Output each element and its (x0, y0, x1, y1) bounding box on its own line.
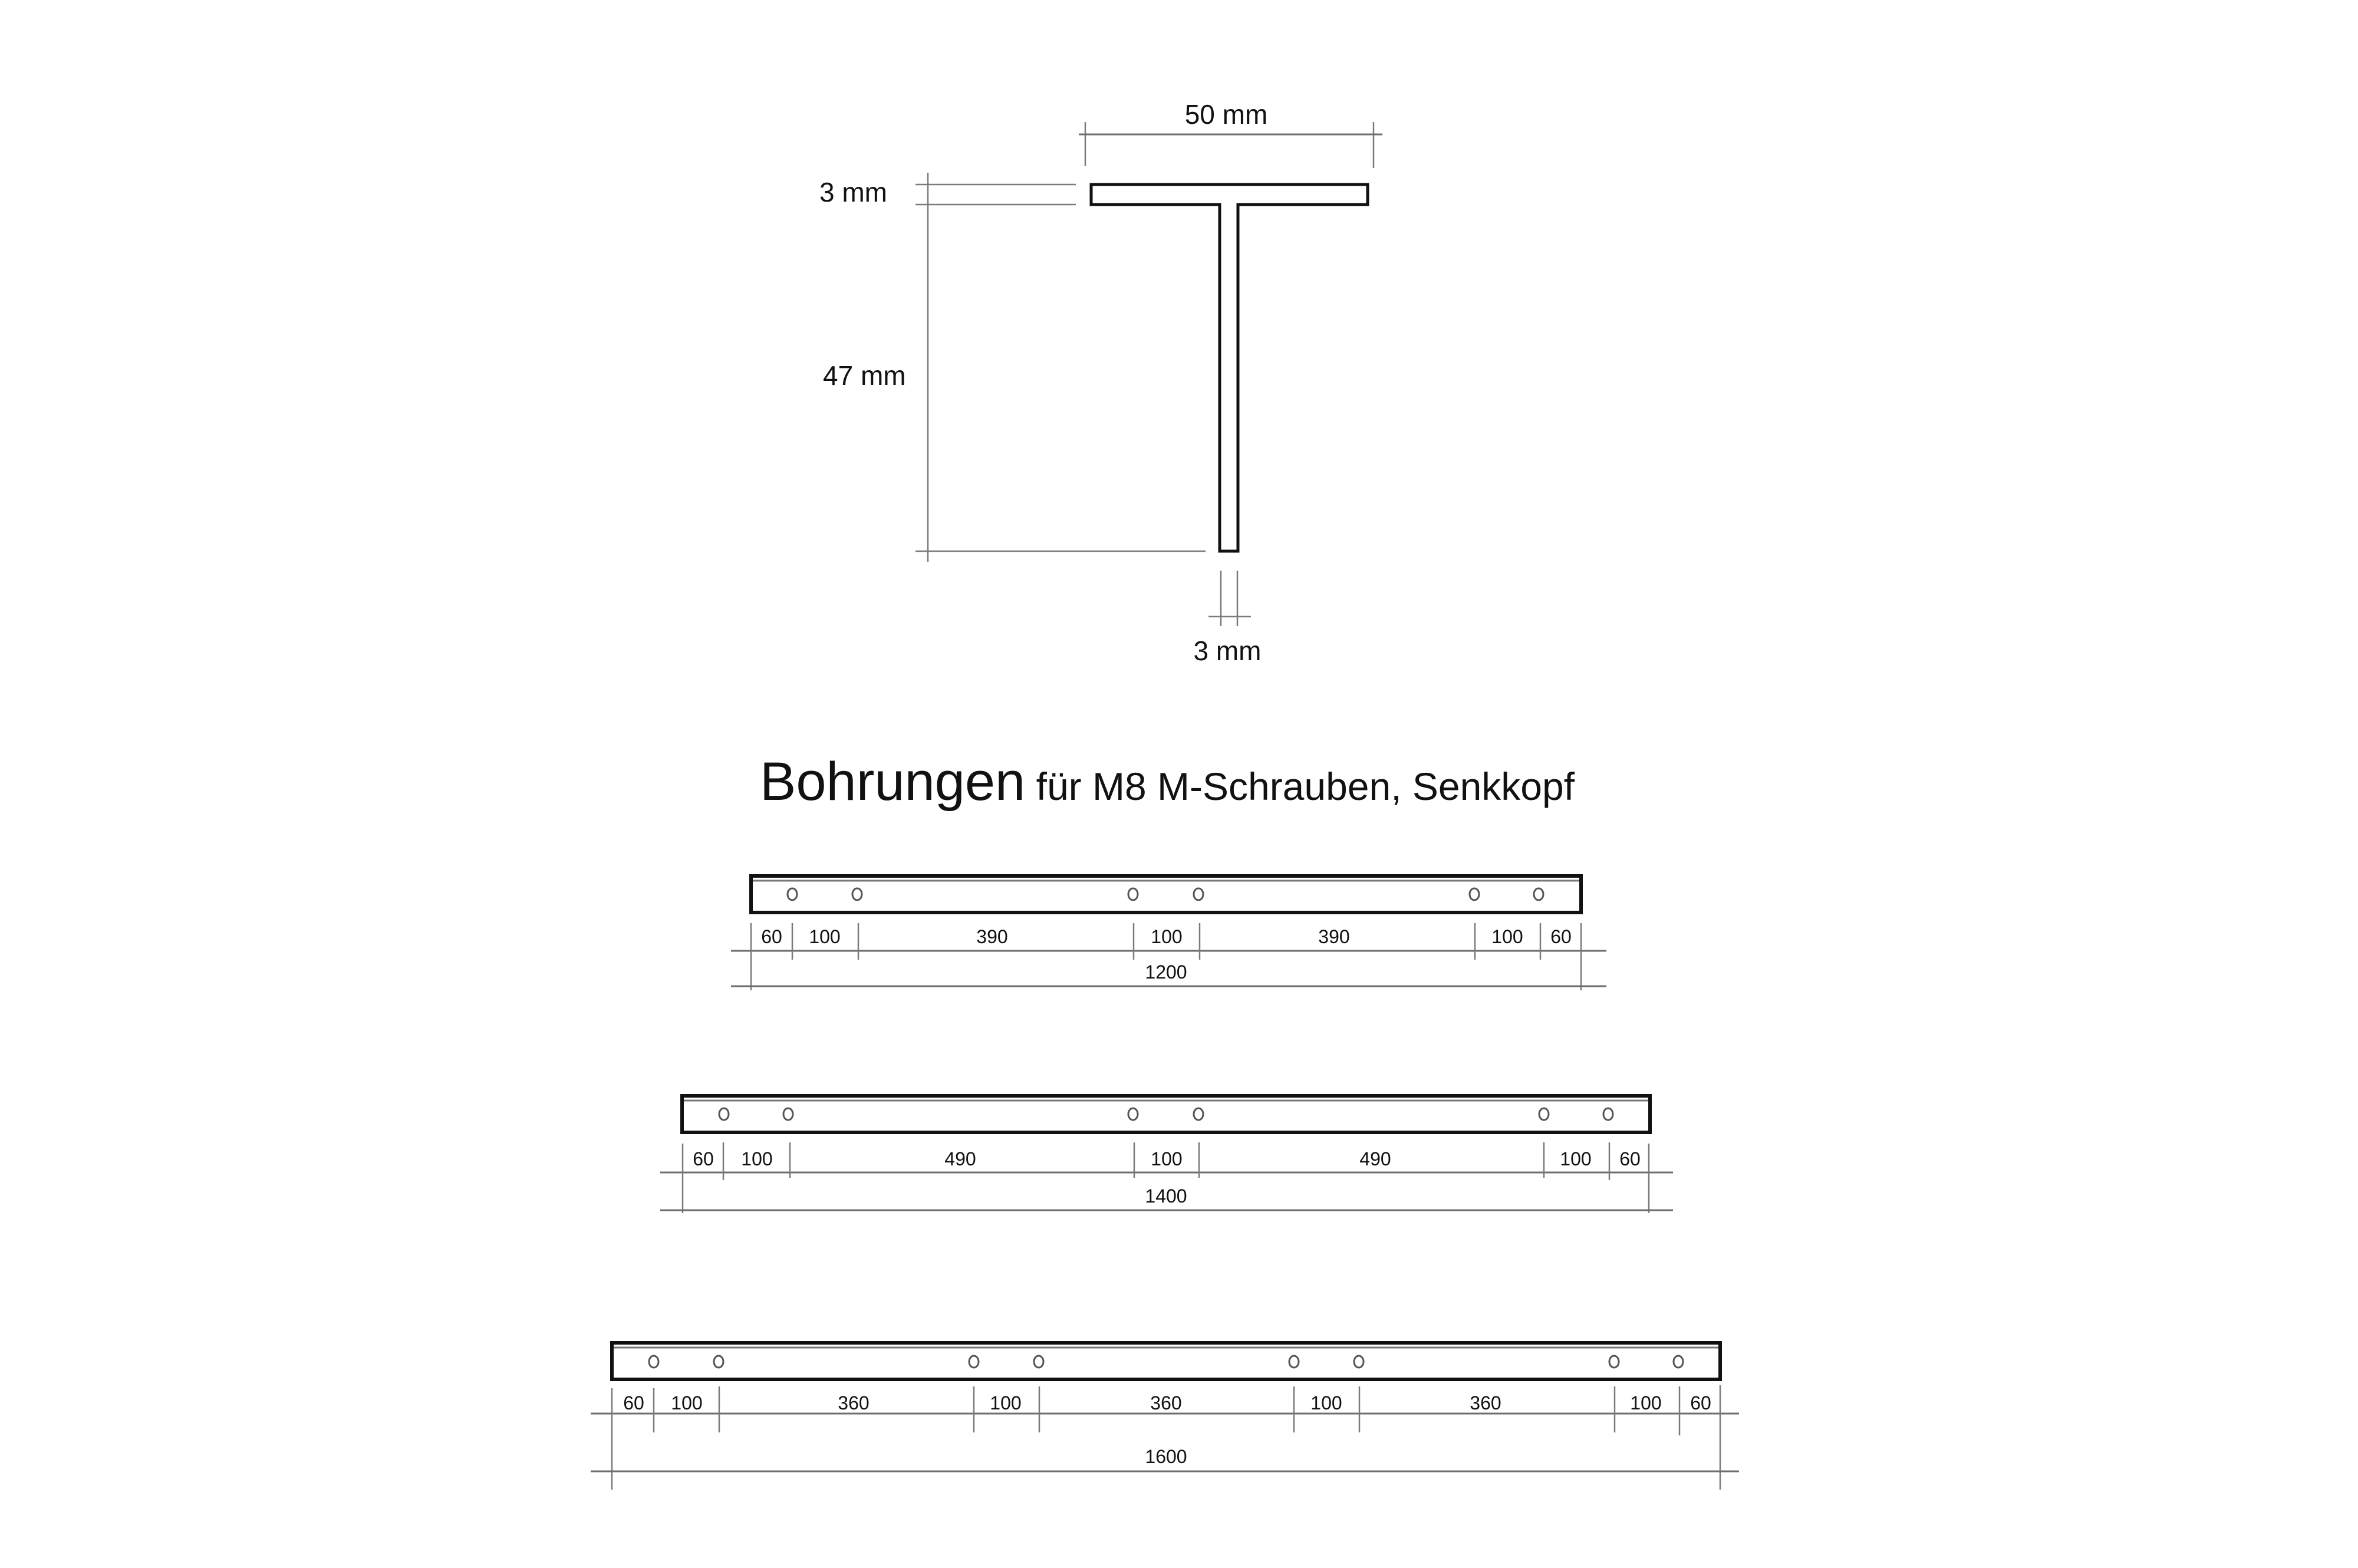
dimension-web-height (823, 360, 1206, 551)
hole-icon (1674, 1356, 1683, 1368)
drilling-title (760, 752, 1575, 812)
segment-label: 60 (1690, 1392, 1711, 1414)
segment-label: 100 (1151, 926, 1183, 947)
total-dimension (591, 1446, 1739, 1471)
hole-icon (1354, 1356, 1364, 1368)
segment-label: 100 (1560, 1148, 1592, 1170)
total-dimension (660, 1185, 1673, 1210)
hole-icon (1289, 1356, 1299, 1368)
hole-icon (1194, 1108, 1203, 1120)
segment-label: 60 (623, 1392, 644, 1414)
segment-label: 360 (838, 1392, 870, 1414)
hole-icon (1128, 888, 1138, 900)
segment-label: 360 (1470, 1392, 1501, 1414)
hole-icon (1470, 888, 1479, 900)
web-height-label: 47 mm (823, 360, 906, 391)
hole-icon (969, 1356, 979, 1368)
hole-icon (719, 1108, 729, 1120)
hole-icon (1034, 1356, 1043, 1368)
segment-label: 60 (1550, 926, 1572, 947)
hole-icon (852, 888, 862, 900)
t-profile-section (819, 99, 1382, 666)
segment-label: 100 (1491, 926, 1523, 947)
title-main: Bohrungen (760, 752, 1026, 812)
segment-dimensions (591, 1385, 1739, 1490)
bar-1200 (731, 876, 1606, 990)
segment-label: 100 (1310, 1392, 1342, 1414)
hole-icon (1194, 888, 1203, 900)
hole-icon (1603, 1108, 1613, 1120)
total-length-label: 1600 (1145, 1446, 1187, 1467)
bar-1400 (660, 1096, 1673, 1213)
segment-label: 490 (944, 1148, 976, 1170)
web-thickness-label: 3 mm (1193, 635, 1262, 666)
hole-icon (649, 1356, 658, 1368)
segment-label: 100 (990, 1392, 1022, 1414)
segment-label: 60 (1619, 1148, 1641, 1170)
segment-label: 390 (1318, 926, 1350, 947)
dimension-width (1079, 99, 1382, 168)
hole-icon (788, 888, 797, 900)
title-sub: für M8 M-Schrauben, Senkkopf (1036, 765, 1575, 808)
hole-icon (1609, 1356, 1619, 1368)
segment-label: 390 (976, 926, 1008, 947)
segment-label: 490 (1359, 1148, 1391, 1170)
segment-label: 360 (1150, 1392, 1182, 1414)
total-length-label: 1200 (1145, 961, 1187, 983)
width-label: 50 mm (1184, 99, 1268, 130)
segment-label: 100 (1630, 1392, 1662, 1414)
flange-thickness-label: 3 mm (819, 177, 887, 207)
total-length-label: 1400 (1145, 1185, 1187, 1207)
total-dimension (731, 961, 1606, 986)
hole-icon (1534, 888, 1543, 900)
dimension-web-thickness (1194, 571, 1262, 666)
segment-label: 100 (1151, 1148, 1183, 1170)
hole-icon (783, 1108, 793, 1120)
hole-icon (714, 1356, 723, 1368)
hole-icon (1539, 1108, 1549, 1120)
segment-label: 100 (741, 1148, 773, 1170)
segment-label: 100 (671, 1392, 703, 1414)
segment-label: 100 (809, 926, 841, 947)
segment-label: 60 (761, 926, 782, 947)
bar-1600 (591, 1343, 1739, 1490)
t-profile-outline (1091, 185, 1368, 551)
segment-label: 60 (693, 1148, 714, 1170)
hole-icon (1128, 1108, 1138, 1120)
